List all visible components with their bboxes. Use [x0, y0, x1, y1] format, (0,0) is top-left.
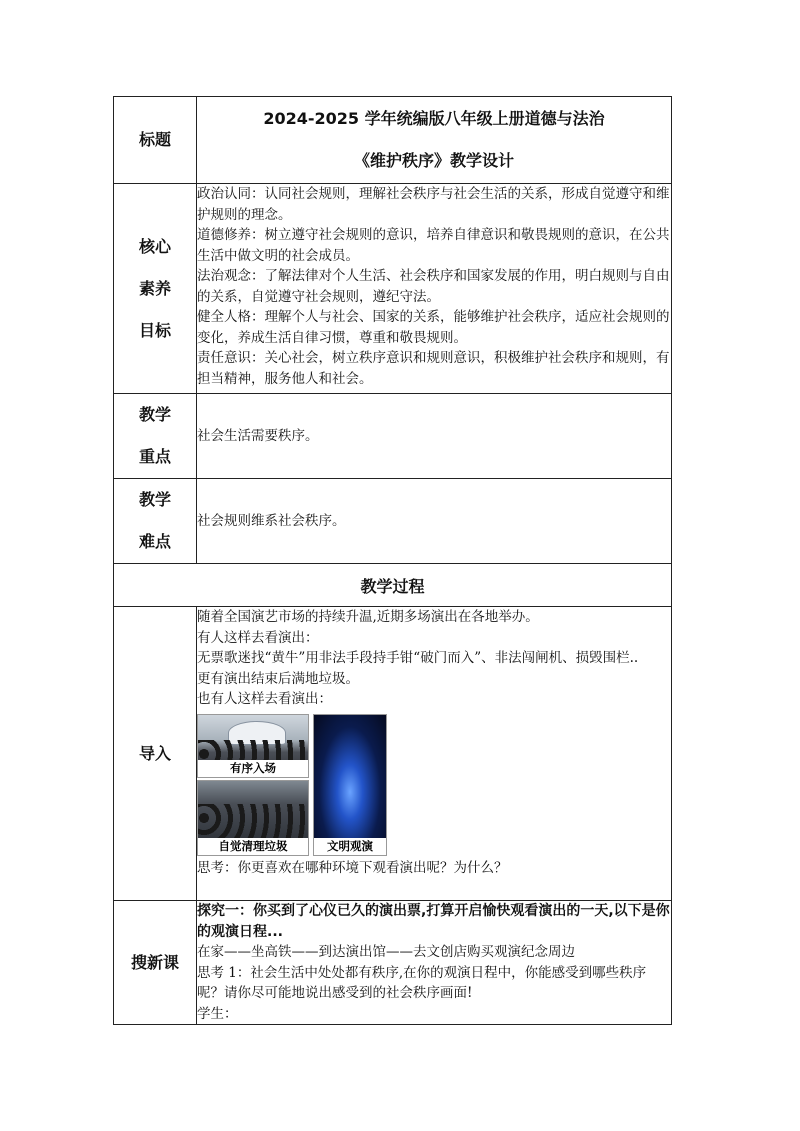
clean-up-photo — [197, 780, 309, 856]
photo-caption: 文明观演 — [314, 838, 386, 855]
intro-label: 导入 — [114, 607, 197, 901]
label-line: 教学 — [138, 405, 171, 424]
intro-line: 更有演出结束后满地垃圾。 — [197, 670, 359, 687]
label-line: 核心 — [138, 236, 171, 256]
core-competency-label — [114, 184, 197, 394]
difficulty-label — [114, 479, 197, 564]
new-lesson-label: 搜新课 — [114, 901, 197, 1025]
intro-line: 有人这样去看演出： — [197, 629, 319, 646]
paragraph-political: 政治认同：认同社会规则，理解社会秩序与社会生活的关系，形成自觉遵守和维护规则的理念。 — [197, 186, 670, 223]
title-cell — [197, 97, 672, 184]
intro-line: 随着全国演艺市场的持续升温,近期多场演出在各地举办。 — [197, 609, 539, 625]
key-point-label — [114, 394, 197, 479]
new-lesson-line: 在家——坐高铁——到达演出馆——去文创店购买观演纪念周边 — [197, 944, 575, 960]
intro-question: 思考：你更喜欢在哪种环境下观看演出呢？为什么？ — [197, 859, 508, 876]
orderly-entry-photo — [197, 714, 309, 778]
core-competency-row — [114, 184, 672, 394]
label-line: 难点 — [138, 532, 171, 551]
paragraph-legal: 法治观念：了解法律对个人生活、社会秩序和国家发展的作用，明白规则与自由的关系，自觉遵守社会规则，遵纪守法。 — [197, 268, 670, 305]
label-line: 目标 — [138, 320, 171, 340]
photo-caption: 自觉清理垃圾 — [198, 838, 308, 855]
title-label: 标题 — [114, 97, 197, 184]
exploration-one-text: 探究一：你买到了心仪已久的演出票,打算开启愉快观看演出的一天,以下是你的观演日程... — [197, 903, 670, 940]
difficulty-row — [114, 479, 672, 564]
new-lesson-line: 学生： — [197, 1005, 238, 1022]
crowd-shape — [198, 740, 308, 760]
paragraph-moral: 道德修养：树立遵守社会规则的意识，培养自律意识和敬畏规则的意识，在公共生活中做文明的社会成员。 — [197, 227, 670, 264]
paragraph-responsibility: 责任意识：关心社会，树立秩序意识和规则意识，积极维护社会秩序和规则，有担当精神，服务他人和社会。 — [197, 350, 670, 387]
core-competency-content — [197, 184, 672, 394]
label-line: 教学 — [138, 490, 171, 509]
new-lesson-line: 思考 1：社会生活中处处都有秩序,在你的观演日程中，你能感受到哪些秩序呢？请你尽可能地说出感受到的社会秩序画面! — [197, 964, 647, 1001]
civilized-watching-photo — [313, 714, 387, 856]
concert-photo-collage — [197, 714, 397, 854]
intro-row — [114, 607, 672, 901]
paragraph-personality: 健全人格：理解个人与社会、国家的关系，能够维护社会秩序，适应社会规则的变化，养成生活自律习惯，尊重和敬畏规则。 — [197, 309, 670, 346]
key-point-text: 社会生活需要秩序。 — [197, 394, 672, 479]
new-lesson-content — [197, 901, 672, 1025]
intro-line: 也有人这样去看演出： — [197, 691, 332, 707]
key-point-row — [114, 394, 672, 479]
process-heading-row — [114, 564, 672, 607]
crowd-shape — [198, 804, 308, 838]
intro-content — [197, 607, 672, 901]
intro-line: 无票歌迷找“黄牛”用非法手段持手钳“破门而入”、非法闯闸机、损毁围栏.. — [197, 650, 639, 666]
document-title-line1: 2024-2025 学年统编版八年级上册道德与法治 — [263, 109, 605, 128]
document-title-line2: 《维护秩序》教学设计 — [353, 151, 514, 170]
difficulty-text: 社会规则维系社会秩序。 — [197, 479, 672, 564]
photo-caption: 有序入场 — [198, 760, 308, 777]
process-heading: 教学过程 — [114, 564, 672, 607]
lesson-plan-table — [113, 96, 672, 1025]
label-line: 重点 — [138, 447, 171, 466]
title-row — [114, 97, 672, 184]
label-line: 素养 — [138, 278, 171, 298]
new-lesson-row — [114, 901, 672, 1025]
